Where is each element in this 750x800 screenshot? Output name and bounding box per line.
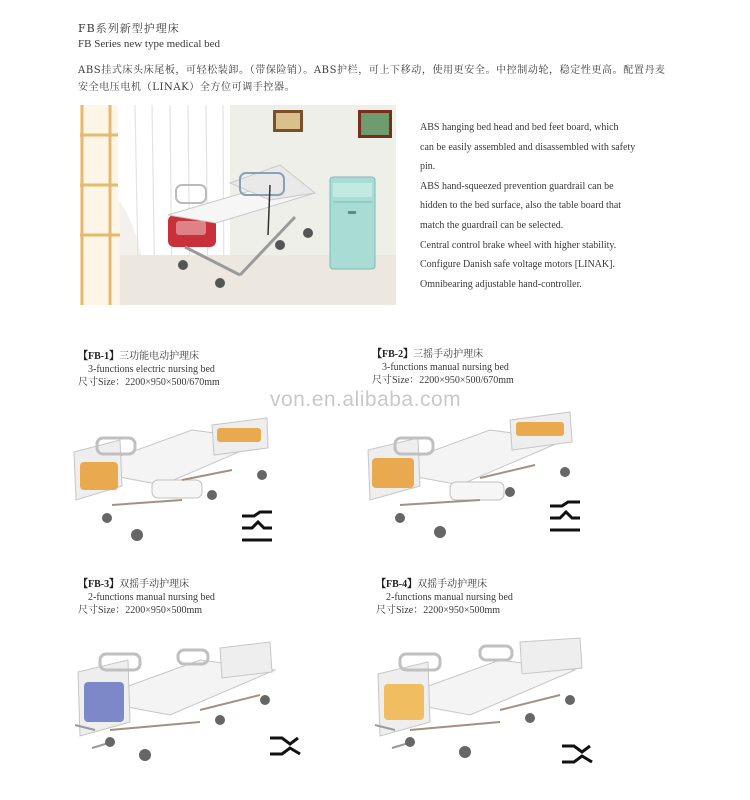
- model-fb4-caption: [376, 578, 513, 617]
- features-en: [420, 118, 700, 294]
- intro-line: ABS挂式床头床尾板，可轻松装卸。（带保险销）。ABS护栏，可上下移动，使用更安全。中控制动轮，稳定性更高。配置丹麦: [78, 65, 666, 76]
- model-name-en: 3-functions manual nursing bed: [382, 362, 509, 373]
- model-name-en: 2-functions manual nursing bed: [88, 592, 215, 603]
- model-name-cn: 三摇手动护理床: [413, 349, 484, 360]
- model-code: 【FB-4】: [376, 579, 418, 590]
- feature-line: can be easily assembled and disassembled with safety: [420, 141, 636, 153]
- feature-line: ABS hand-squeezed prevention guardrail can be: [420, 180, 614, 192]
- headboard-panel: [516, 422, 564, 436]
- bed-fb4-image: [370, 630, 590, 780]
- intro-cn: [78, 62, 678, 96]
- model-code: 【FB-1】: [78, 351, 120, 362]
- feature-line: ABS hanging bed head and bed feet board, which: [420, 122, 619, 133]
- headboard-panel: [217, 428, 261, 442]
- title-cn: FB系列新型护理床: [78, 22, 180, 35]
- watermark: von.en.alibaba.com: [270, 388, 462, 411]
- feature-line: hidden to the bed surface, also the table board that: [420, 200, 622, 212]
- model-size: 尺寸Size：2200×950×500/670mm: [372, 375, 514, 386]
- bed-drawing: [74, 418, 268, 541]
- footboard-panel: [384, 684, 424, 720]
- two-function-icon: [268, 732, 302, 766]
- model-size: 尺寸Size：2200×950×500mm: [376, 605, 501, 616]
- three-function-icon: [548, 500, 582, 534]
- title-en: FB Series new type medical bed: [78, 38, 221, 50]
- feature-line: match the guardrail can be selected.: [420, 219, 564, 231]
- three-function-icon: [240, 510, 274, 544]
- model-size: 尺寸Size：2200×950×500mm: [78, 605, 203, 616]
- model-code: 【FB-2】: [372, 349, 414, 360]
- model-fb2-caption: [372, 348, 514, 387]
- feature-line: Central control brake wheel with higher stability.: [420, 239, 617, 251]
- footboard-panel: [372, 458, 414, 488]
- model-size: 尺寸Size：2200×950×500/670mm: [78, 377, 220, 388]
- model-fb1-caption: [78, 350, 220, 389]
- two-function-icon: [560, 740, 594, 774]
- bedroom-photo: [80, 105, 396, 305]
- footboard-panel: [84, 682, 124, 722]
- bed-fb3-image: [70, 630, 290, 780]
- feature-line: pin.: [420, 161, 436, 173]
- feature-line: Omnibearing adjustable hand-controller.: [420, 278, 582, 290]
- model-name-cn: 双摇手动护理床: [119, 579, 190, 590]
- footboard-panel: [80, 462, 118, 490]
- model-name-en: 2-functions manual nursing bed: [386, 592, 513, 603]
- model-name-cn: 三功能电动护理床: [119, 351, 200, 362]
- model-name-cn: 双摇手动护理床: [417, 579, 488, 590]
- model-name-en: 3-functions electric nursing bed: [88, 364, 215, 375]
- model-code: 【FB-3】: [78, 579, 120, 590]
- model-fb3-caption: [78, 578, 215, 617]
- feature-line: Configure Danish safe voltage motors [LINAK].: [420, 259, 615, 271]
- bed-fb2-image: [360, 400, 580, 550]
- intro-line: 安全电压电机（LINAK）全方位可调手控器。: [78, 82, 296, 93]
